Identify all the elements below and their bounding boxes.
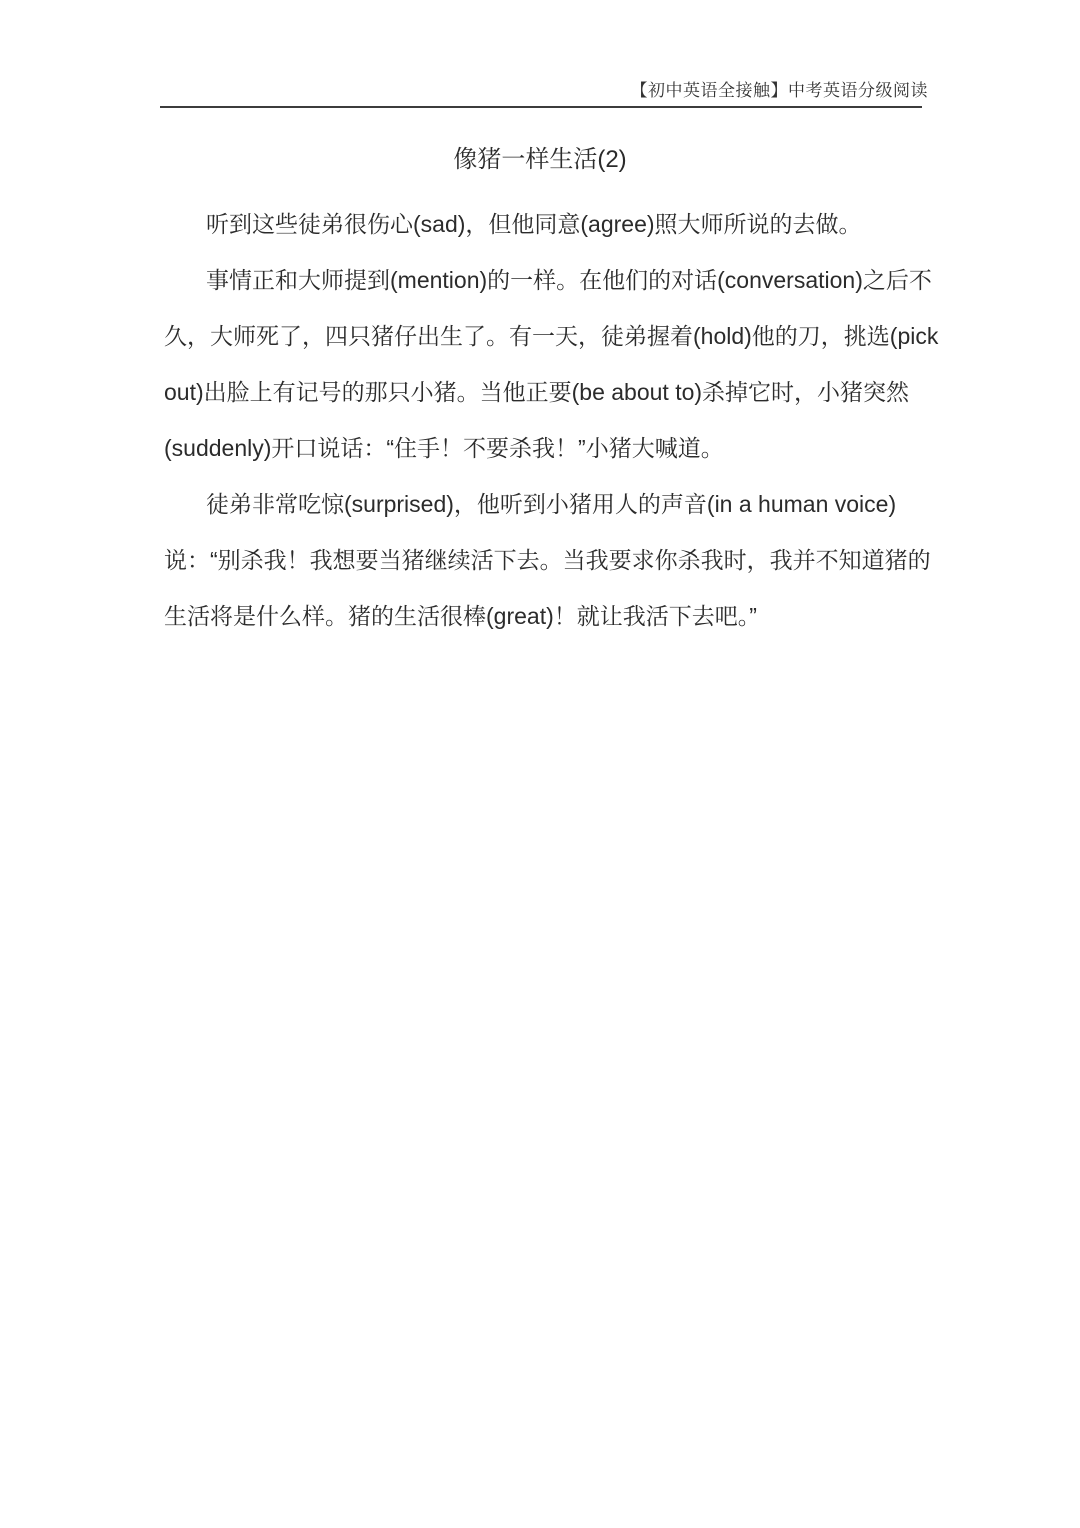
paragraph: [164, 252, 939, 476]
page-title: 像猪一样生活(2): [453, 146, 627, 173]
paragraph: [164, 476, 931, 644]
text-line: 说：“别杀我！我想要当猪继续活下去。当我要求你杀我时，我并不知道猪的: [164, 547, 931, 573]
text-line: 久，大师死了，四只猪仔出生了。有一天，徒弟握着(hold)他的刀，挑选(pick: [164, 323, 939, 349]
text-line: 生活将是什么样。猪的生活很棒(great)！就让我活下去吧。”: [164, 603, 757, 629]
text-line: out)出脸上有记号的那只小猪。当他正要(be about to)杀掉它时，小猪突然: [164, 379, 910, 405]
page-header-text: 【初中英语全接触】中考英语分级阅读: [630, 81, 928, 100]
document-body: [164, 196, 939, 644]
header-rule: [160, 106, 922, 108]
text-line: 徒弟非常吃惊(surprised)，他听到小猪用人的声音(in a human voice): [206, 491, 897, 517]
text-line: (suddenly)开口说话：“住手！不要杀我！”小猪大喊道。: [164, 435, 724, 461]
paragraph: [164, 196, 918, 252]
text-line: 事情正和大师提到(mention)的一样。在他们的对话(conversation)之后不: [206, 267, 932, 293]
text-line: 听到这些徒弟很伤心(sad)，但他同意(agree)照大师所说的去做。: [206, 211, 862, 237]
